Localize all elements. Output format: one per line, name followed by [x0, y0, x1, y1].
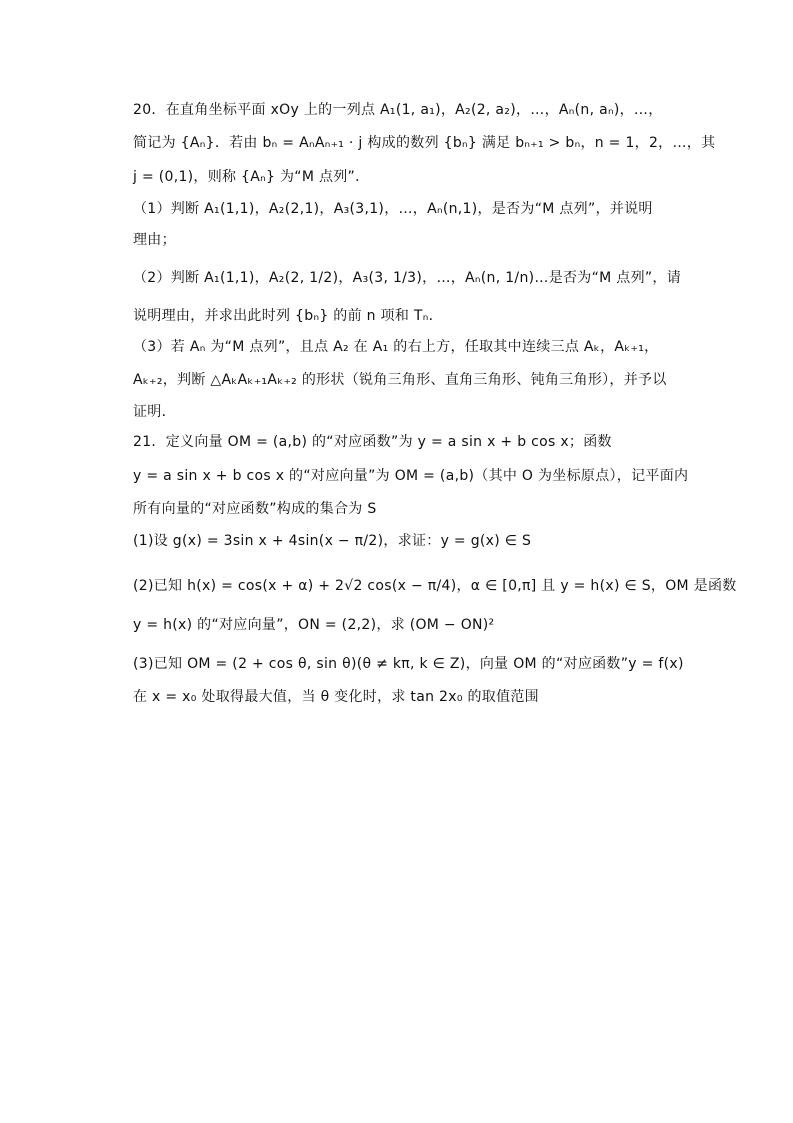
q21-line-1: 21．定义向量 OM = (a,b) 的“对应函数”为 y = a sin x + b cos x；函数 — [133, 434, 612, 450]
q20-part2-line-1: （2）判断 A₁(1,1)，A₂(2, 1/2)，A₃(3, 1/3)，…，Aₙ(n, 1/n)…是否为“M 点列”，请 — [133, 270, 682, 286]
q20-part1-line-2: 理由； — [133, 232, 176, 248]
q21-part2-line-2: y = h(x) 的“对应向量”，ON = (2,2)，求 (OM − ON)² — [133, 617, 495, 633]
q21-part1: (1)设 g(x) = 3sin x + 4sin(x − π/2)，求证：y = g(x) ∈ S — [133, 533, 532, 549]
q20-line-1: 20．在直角坐标平面 xOy 上的一列点 A₁(1, a₁)，A₂(2, a₂)，…，Aₙ(n, aₙ)，…， — [133, 102, 663, 118]
q20-part2-line-2: 说明理由，并求出此时列 {bₙ} 的前 n 项和 Tₙ． — [133, 308, 443, 324]
q21-part3-line-2: 在 x = x₀ 处取得最大值，当 θ 变化时，求 tan 2x₀ 的取值范围 — [133, 689, 539, 705]
q20-part1-line-1: （1）判断 A₁(1,1)，A₂(2,1)，A₃(3,1)，…，Aₙ(n,1)，是否为“M 点列”，并说明 — [133, 201, 653, 217]
q21-line-3: 所有向量的“对应函数”构成的集合为 S — [133, 501, 377, 517]
q20-line-3: j = (0,1)，则称 {Aₙ} 为“M 点列”． — [133, 169, 370, 185]
q21-part2-line-1: (2)已知 h(x) = cos(x + α) + 2√2 cos(x − π/4)，α ∈ [0,π] 且 y = h(x) ∈ S，OM 是函数 — [133, 578, 737, 594]
q20-line-2: 简记为 {Aₙ}．若由 bₙ = AₙAₙ₊₁ · j 构成的数列 {bₙ} 满足 bₙ₊₁ > bₙ，n = 1，2，…，其 — [133, 135, 716, 151]
q20-part3-line-2: Aₖ₊₂，判断 △AₖAₖ₊₁Aₖ₊₂ 的形状（锐角三角形、直角三角形、钝角三角形），并予以 — [133, 372, 667, 388]
q21-line-2: y = a sin x + b cos x 的“对应向量”为 OM = (a,b)（其中 O 为坐标原点），记平面内 — [133, 468, 689, 484]
q21-part3-line-1: (3)已知 OM = (2 + cos θ, sin θ)(θ ≠ kπ, k ∈ Z)，向量 OM 的“对应函数”y = f(x) — [133, 656, 684, 672]
q20-part3-line-3: 证明． — [133, 404, 176, 420]
q20-part3-line-1: （3）若 Aₙ 为“M 点列”，且点 A₂ 在 A₁ 的右上方，任取其中连续三点 Aₖ，Aₖ₊₁， — [133, 339, 659, 355]
